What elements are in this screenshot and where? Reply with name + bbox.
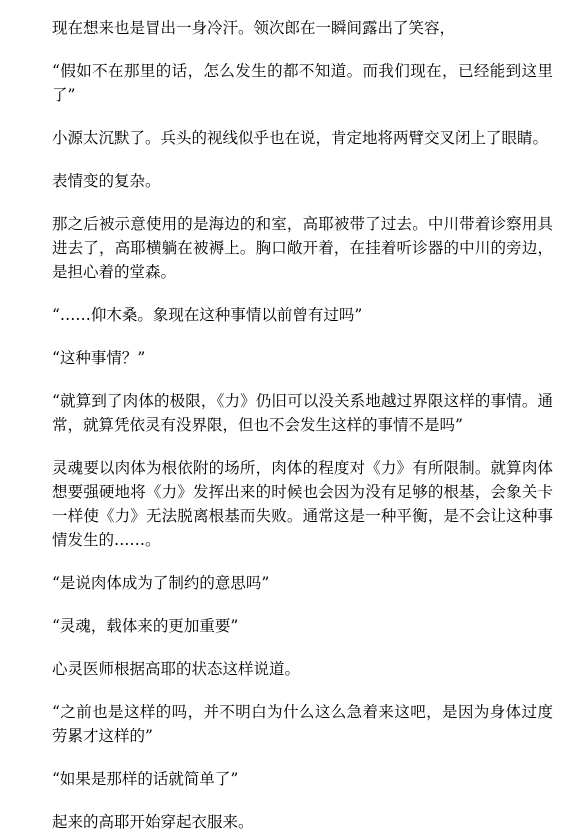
paragraph-1: 现在想来也是冒出一身冷汗。领次郎在一瞬间露出了笑容，: [52, 19, 456, 37]
paragraph-15: 起来的高耶开始穿起衣服来。: [52, 813, 254, 831]
paragraph-9: 灵魂要以肉体为根依附的场所，肉体的程度对《力》有所限制。就算肉体想要强硬地将《力》发挥出来的时候也会因为没有足够的根基，会象关卡一样使《力》无法脱离根基而失败。通常这是一种平衡，是不会让这种事情发生的……。: [52, 459, 553, 549]
paragraph-8: “就算到了肉体的极限，《力》仍旧可以没关系地越过界限这样的事情。通常，就算凭依灵有没界限，但也不会发生这样的事情不是吗”: [52, 392, 553, 434]
paragraph-2: “假如不在那里的话，怎么发生的都不知道。而我们现在，已经能到这里了”: [52, 62, 553, 104]
paragraph-3: 小源太沉默了。兵头的视线似乎也在说，肯定地将两臂交叉闭上了眼睛。: [52, 129, 549, 147]
paragraph-14: “如果是那样的话就简单了”: [52, 770, 239, 788]
paragraph-5: 那之后被示意使用的是海边的和室，高耶被带了过去。中川带着诊察用具进去了，高耶横躺在被褥上。胸口敞开着，在挂着听诊器的中川的旁边，是担心着的堂森。: [52, 215, 553, 281]
paragraph-4: 表情变的复杂。: [52, 172, 161, 190]
paragraph-11: “灵魂，载体来的更加重要”: [52, 617, 239, 635]
paragraph-12: 心灵医师根据高耶的状态这样说道。: [52, 660, 301, 678]
paragraph-10: “是说肉体成为了制约的意思吗”: [52, 574, 270, 592]
paragraph-13: “之前也是这样的吗，并不明白为什么这么急着来这吧，是因为身体过度劳累才这样的”: [52, 703, 553, 745]
paragraph-6: “……仰木桑。象现在这种事情以前曾有过吗”: [52, 306, 363, 324]
paragraph-7: “这种事情？”: [52, 349, 146, 367]
